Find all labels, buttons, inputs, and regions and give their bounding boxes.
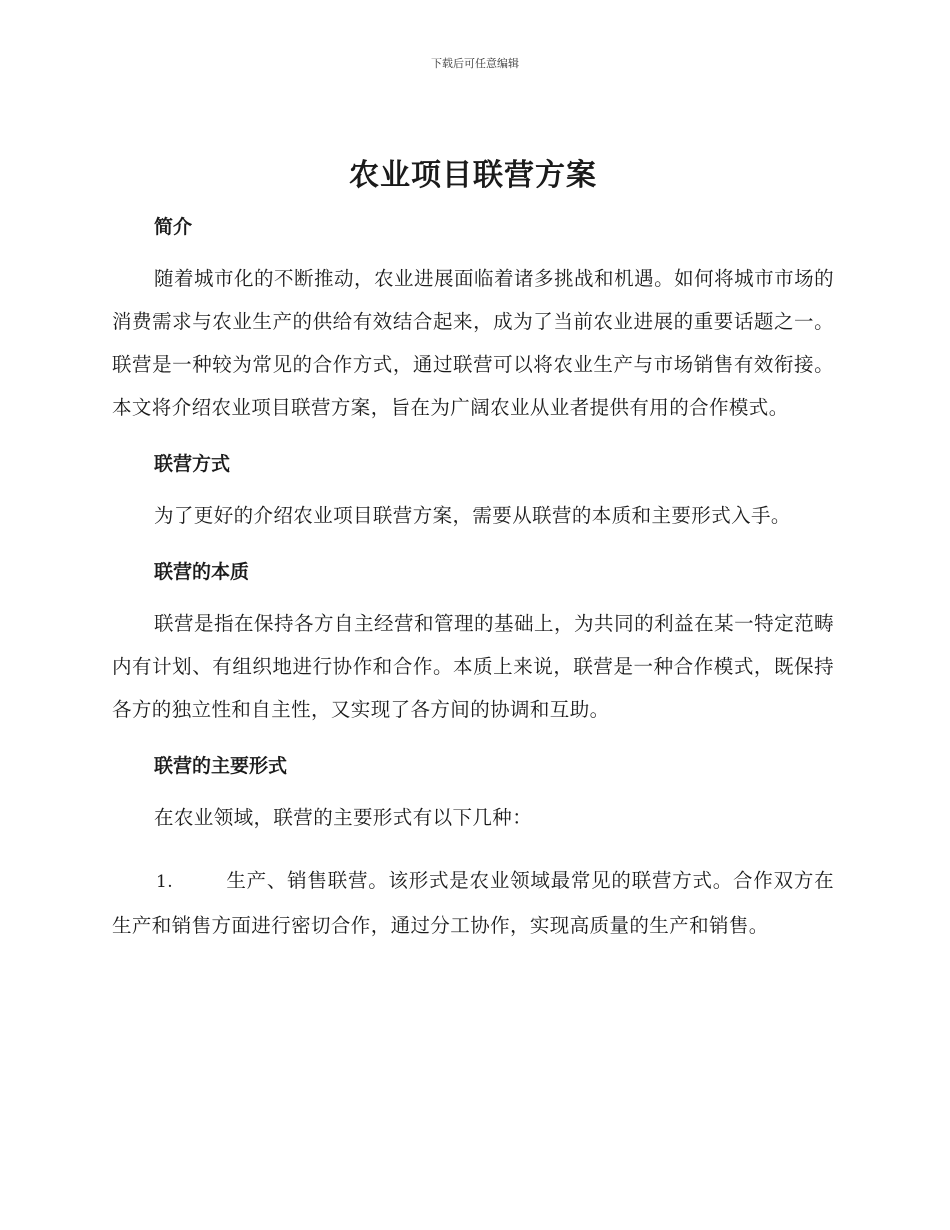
list-item-number: 1.	[156, 872, 174, 892]
section-heading-forms: 联营的主要形式	[154, 755, 288, 777]
paragraph-method: 为了更好的介绍农业项目联营方案，需要从联营的本质和主要形式入手。	[154, 504, 791, 527]
paragraph-essence: 联营是指在保持各方自主经营和管理的基础上，为共同的利益在某一特定范畴内有计划、有组织地进行协作和合作。本质上来说，联营是一种合作模式，既保持各方的独立性和自主性，又实现了各方间的协调和互助。	[112, 612, 834, 721]
paragraph-forms-intro: 在农业领域，联营的主要形式有以下几种：	[154, 806, 533, 829]
list-item-text: 生产、销售联营。该形式是农业领域最常见的联营方式。合作双方在生产和销售方面进行密切合作，通过分工协作，实现高质量的生产和销售。	[112, 869, 834, 937]
document-title: 农业项目联营方案	[349, 158, 597, 193]
section-heading-method: 联营方式	[154, 453, 231, 475]
list-item	[112, 859, 834, 947]
document-body	[112, 150, 834, 967]
paragraph-intro: 随着城市化的不断推动，农业进展面临着诸多挑战和机遇。如何将城市市场的消费需求与农业生产的供给有效结合起来，成为了当前农业进展的重要话题之一。联营是一种较为常见的合作方式，通过联营可以将农业生产与市场销售有效衔接。本文将介绍农业项目联营方案，旨在为广阔农业从业者提供有用的合作模式。	[112, 267, 834, 419]
header-note: 下载后可任意编辑	[431, 57, 519, 70]
section-heading-intro: 简介	[154, 216, 193, 238]
section-heading-essence: 联营的本质	[154, 561, 250, 583]
